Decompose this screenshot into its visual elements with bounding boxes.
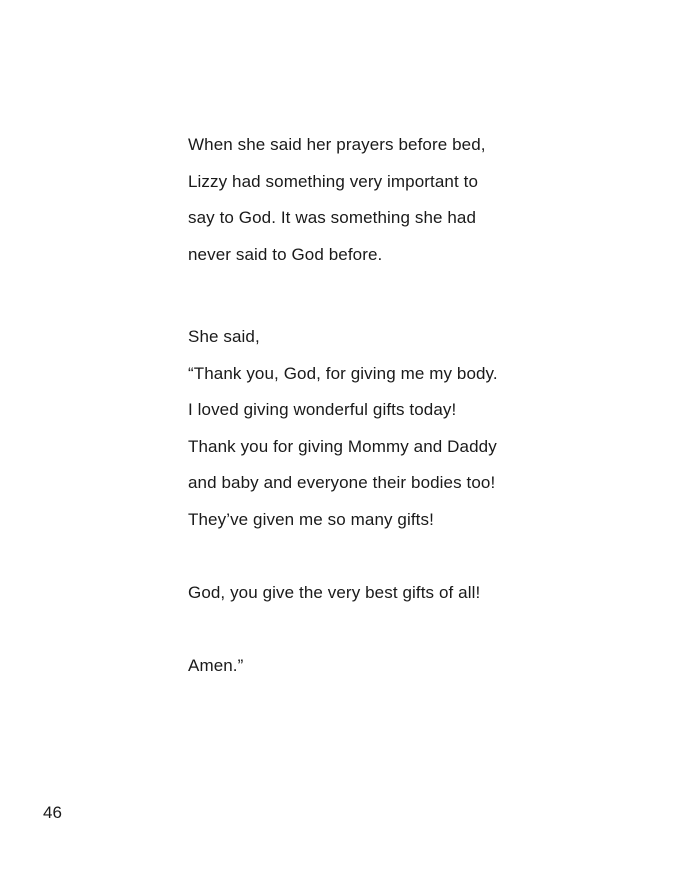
paragraph-thank-you-prayer	[188, 319, 648, 538]
paragraph-prayers-before-bed	[188, 127, 648, 273]
text-line: Amen.”	[188, 655, 244, 675]
text-line: never said to God before.	[188, 244, 383, 264]
paragraph-spacer	[188, 538, 648, 575]
paragraph-spacer	[188, 273, 648, 319]
paragraph-amen	[188, 648, 648, 685]
page-number: 46	[43, 803, 62, 822]
story-text	[188, 127, 648, 684]
text-line: and baby and everyone their bodies too!	[188, 473, 496, 492]
text-line: God, you give the very best gifts of all!	[188, 582, 481, 602]
text-line: When she said her prayers before bed,	[188, 135, 486, 154]
paragraph-best-gifts	[188, 575, 648, 612]
text-line: Thank you for giving Mommy and Daddy	[188, 436, 497, 456]
text-line: say to God. It was something she had	[188, 208, 477, 227]
text-line: “Thank you, God, for giving me my body.	[188, 363, 498, 383]
text-line: She said,	[188, 327, 260, 346]
paragraph-spacer	[188, 611, 648, 648]
text-line: They’ve given me so many gifts!	[188, 509, 434, 529]
text-line: Lizzy had something very important to	[188, 171, 479, 191]
text-line: I loved giving wonderful gifts today!	[188, 400, 457, 419]
